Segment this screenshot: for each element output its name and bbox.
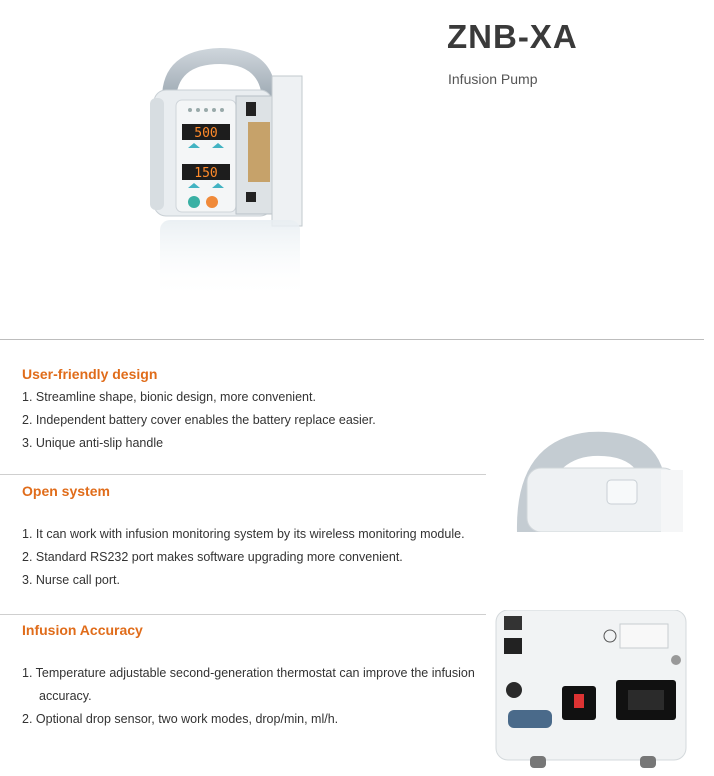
rear-ports-image	[490, 610, 690, 770]
section-title-open-system: Open system	[22, 483, 110, 499]
list-item: 1. Streamline shape, bionic design, more convenient.	[22, 390, 316, 404]
handle-closeup-image	[497, 420, 683, 532]
list-item: 2. Independent battery cover enables the battery replace easier.	[22, 413, 376, 427]
product-subtitle: Infusion Pump	[448, 71, 538, 87]
rate-display: 500	[194, 126, 218, 141]
list-item: 3. Unique anti-slip handle	[22, 436, 164, 450]
infusion-pump-image	[150, 42, 328, 312]
section-divider	[0, 474, 486, 475]
section-title-user-friendly: User-friendly design	[22, 366, 158, 382]
section-title-infusion-accuracy: Infusion Accuracy	[22, 622, 143, 638]
section-divider	[0, 614, 486, 615]
list-item: 2. Standard RS232 port makes software upgrading more convenient.	[22, 550, 403, 564]
list-item: 1. Temperature adjustable second-generation thermostat can improve the infusion	[22, 666, 475, 680]
list-item: 1. It can work with infusion monitoring system by its wireless monitoring module.	[22, 527, 465, 541]
product-model-title: ZNB-XA	[447, 18, 578, 55]
volume-display: 150	[194, 166, 218, 181]
list-item: 3. Nurse call port.	[22, 573, 120, 587]
list-item-continuation: accuracy.	[39, 689, 92, 703]
header-divider	[0, 339, 704, 340]
list-item: 2. Optional drop sensor, two work modes, drop/min, ml/h.	[22, 712, 339, 726]
